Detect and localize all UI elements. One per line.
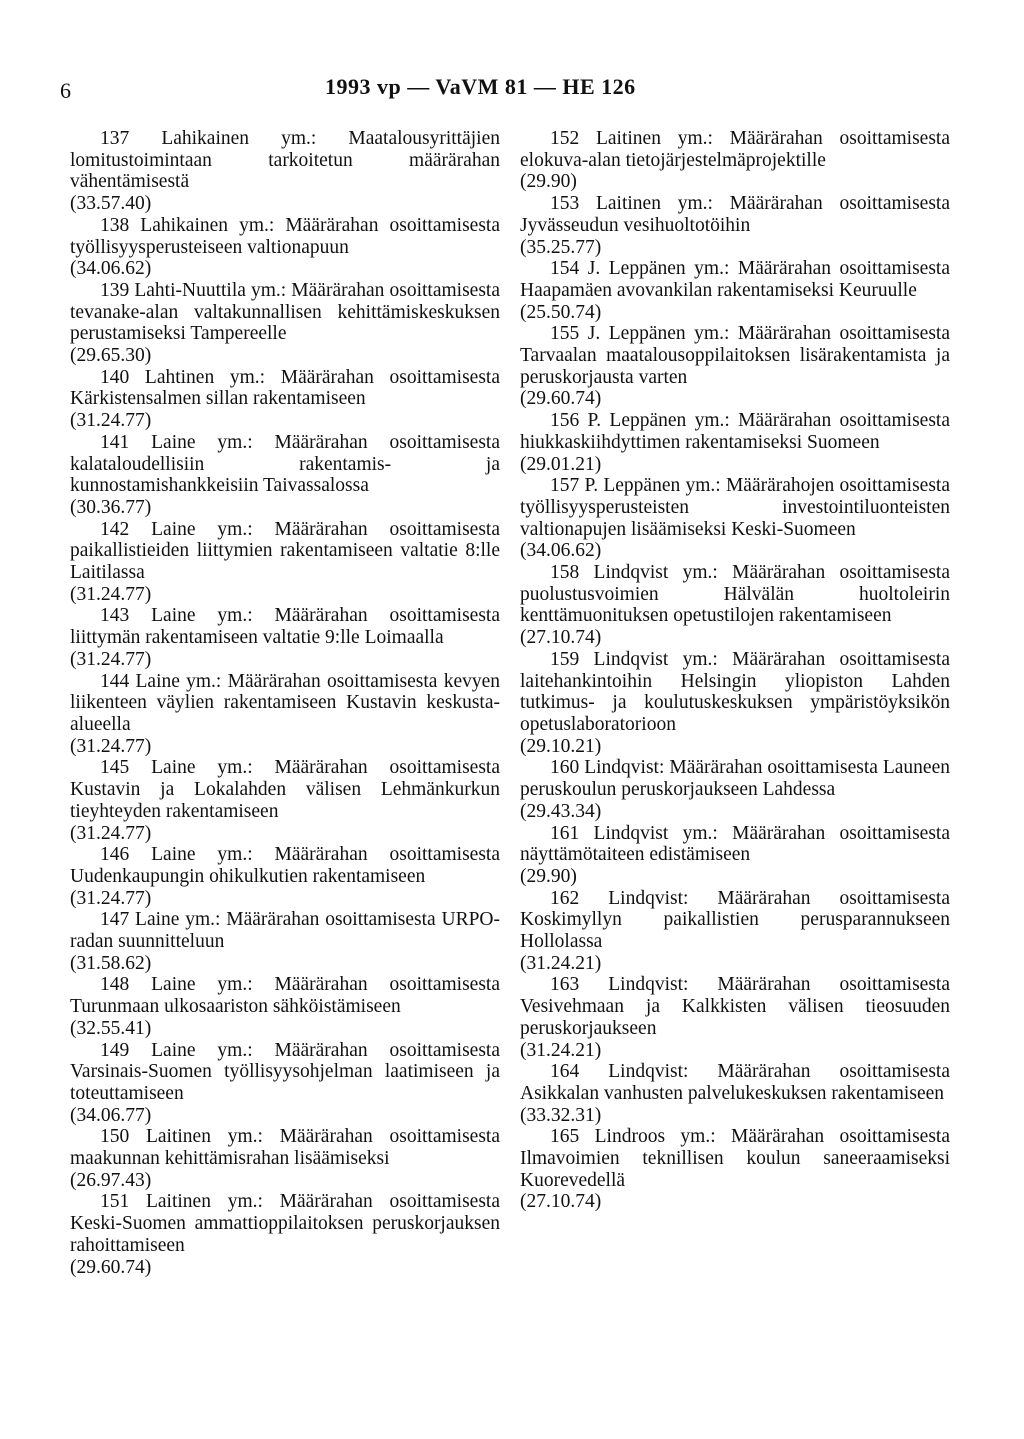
motion-entry <box>520 193 950 258</box>
motion-entry <box>70 1040 500 1127</box>
budget-reference: (29.01.21) <box>520 453 602 475</box>
motion-entry <box>520 888 950 975</box>
left-column <box>70 128 500 1278</box>
motion-text: 141 Laine ym.: Määrärahan osoittamisesta kalataloudellisiin rakentamis- ja kunnostamishankkeisiin Taivassalossa <box>70 431 500 497</box>
motion-text: 149 Laine ym.: Määrärahan osoittamisesta Varsinais-Suomen työllisyysohjelman laatimiseen ja toteuttamiseen <box>70 1039 500 1104</box>
motion-text: 158 Lindqvist ym.: Määrärahan osoittamisesta puolustusvoimien Hälvälän huoltoleirin kenttämuonituksen opetustilojen rakentamiseen <box>520 562 950 627</box>
motion-entry <box>520 1061 950 1126</box>
right-column <box>520 128 950 1213</box>
motion-entry <box>70 757 500 844</box>
motion-text: 152 Laitinen ym.: Määrärahan osoittamisesta elokuva-alan tietojärjestelmäprojektille <box>520 128 950 171</box>
budget-reference: (29.65.30) <box>70 345 152 367</box>
budget-reference: (26.97.43) <box>70 1169 152 1191</box>
budget-reference: (33.57.40) <box>70 193 152 215</box>
motion-entry <box>520 1126 950 1213</box>
budget-reference: (29.43.34) <box>520 800 602 822</box>
budget-reference: (31.24.77) <box>70 583 152 605</box>
motion-text: 143 Laine ym.: Määrärahan osoittamisesta liittymän rakentamiseen valtatie 9:lle Loimaalla <box>70 605 500 649</box>
motion-entry <box>70 1191 500 1278</box>
motion-entry <box>70 280 500 367</box>
page-number: 6 <box>60 78 71 103</box>
budget-reference: (35.25.77) <box>520 236 602 258</box>
budget-reference: (34.06.77) <box>70 1104 152 1126</box>
budget-reference: (31.58.62) <box>70 952 152 974</box>
motion-entry <box>520 410 950 475</box>
motion-text: 160 Lindqvist: Määrärahan osoittamisesta Launeen peruskoulun peruskorjaukseen Lahdessa <box>520 757 950 801</box>
motion-text: 145 Laine ym.: Määrärahan osoittamisesta Kustavin ja Lokalahden välisen Lehmänkurkun tieyhteyden rakentamiseen <box>70 757 500 822</box>
budget-reference: (25.50.74) <box>520 301 602 323</box>
motion-text: 146 Laine ym.: Määrärahan osoittamisesta Uudenkaupungin ohikulkutien rakentamiseen <box>70 844 500 887</box>
budget-reference: (27.10.74) <box>520 627 602 649</box>
motion-text: 162 Lindqvist: Määrärahan osoittamisesta Koskimyllyn paikallistien perusparannukseen Hollolassa <box>520 887 950 953</box>
budget-reference: (29.60.74) <box>70 1256 152 1278</box>
motion-entry <box>70 671 500 758</box>
motion-text: 151 Laitinen ym.: Määrärahan osoittamisesta Keski-Suomen ammattioppilaitoksen peruskorjauksen rahoittamiseen <box>70 1191 500 1256</box>
motion-text: 140 Lahtinen ym.: Määrärahan osoittamisesta Kärkistensalmen sillan rakentamiseen <box>70 366 500 410</box>
motion-entry <box>520 649 950 758</box>
budget-reference: (31.24.77) <box>70 410 152 432</box>
budget-reference: (34.06.62) <box>70 258 152 280</box>
motion-text: 154 J. Leppänen ym.: Määrärahan osoittamisesta Haapamäen avovankilan rakentamiseksi Keuruulle <box>520 258 950 301</box>
motion-entry <box>70 215 500 280</box>
motion-entry <box>70 519 500 606</box>
motion-text: 165 Lindroos ym.: Määrärahan osoittamisesta Ilmavoimien teknillisen koulun saneeraamiseksi Kuorevedellä <box>520 1126 950 1191</box>
motion-entry <box>70 367 500 432</box>
motion-text: 156 P. Leppänen ym.: Määrärahan osoittamisesta hiukkaskiihdyttimen rakentamiseksi Suomeen <box>520 410 950 453</box>
motion-text: 139 Lahti-Nuuttila ym.: Määrärahan osoittamisesta tevanake-alan valtakunnallisen kehittämiskeskuksen perustamiseksi Tampereelle <box>70 279 500 345</box>
motion-entry <box>70 974 500 1039</box>
motion-text: 147 Laine ym.: Määrärahan osoittamisesta URPO-radan suunnitteluun <box>70 909 500 953</box>
motion-entry <box>520 128 950 193</box>
page-header <box>60 72 964 104</box>
budget-reference: (31.24.77) <box>70 735 152 757</box>
motion-text: 150 Laitinen ym.: Määrärahan osoittamisesta maakunnan kehittämisrahan lisäämiseksi <box>70 1126 500 1170</box>
budget-reference: (31.24.77) <box>70 648 152 670</box>
budget-reference: (32.55.41) <box>70 1017 152 1039</box>
motion-text: 153 Laitinen ym.: Määrärahan osoittamisesta Jyvässeudun vesihuoltotöihin <box>520 193 950 236</box>
motion-entry <box>520 258 950 323</box>
budget-reference: (31.24.77) <box>70 887 152 909</box>
motion-entry <box>520 323 950 410</box>
budget-reference: (30.36.77) <box>70 496 152 518</box>
running-head: 1993 vp — VaVM 81 — HE 126 <box>325 74 636 99</box>
motion-entry <box>70 128 500 215</box>
motion-entry <box>520 757 950 822</box>
budget-reference: (29.90) <box>520 865 577 887</box>
motion-text: 159 Lindqvist ym.: Määrärahan osoittamisesta laitehankintoihin Helsingin yliopiston Lahden tutkimus- ja koulutuskeskuksen ympäristöyksikön opetuslaboratorioon <box>520 648 950 735</box>
motion-entry <box>70 909 500 974</box>
budget-reference: (29.10.21) <box>520 735 602 757</box>
motion-text: 155 J. Leppänen ym.: Määrärahan osoittamisesta Tarvaalan maatalousoppilaitoksen lisärakentamista ja peruskorjausta varten <box>520 323 950 388</box>
motion-entry <box>520 974 950 1061</box>
motion-text: 142 Laine ym.: Määrärahan osoittamisesta paikallistieiden liittymien rakentamiseen valtatie 8:lle Laitilassa <box>70 518 500 584</box>
motion-text: 137 Lahikainen ym.: Maatalousyrittäjien lomitustoimintaan tarkoitetun määrärahan vähentämisestä <box>70 128 500 193</box>
motion-text: 164 Lindqvist: Määrärahan osoittamisesta Asikkalan vanhusten palvelukeskuksen rakentamiseen <box>520 1061 950 1104</box>
budget-reference: (29.60.74) <box>520 388 602 410</box>
motion-entry <box>70 1126 500 1191</box>
budget-reference: (31.24.21) <box>520 1039 602 1061</box>
motion-entry <box>70 844 500 909</box>
motion-entry <box>70 432 500 519</box>
motion-entry <box>70 605 500 670</box>
budget-reference: (31.24.21) <box>520 952 602 974</box>
budget-reference: (27.10.74) <box>520 1191 602 1213</box>
budget-reference: (34.06.62) <box>520 540 602 562</box>
motion-entry <box>520 823 950 888</box>
motion-entry <box>520 475 950 562</box>
motion-text: 157 P. Leppänen ym.: Määrärahojen osoittamisesta työllisyysperusteisten investointiluonteisten valtionapujen lisäämiseksi Keski-Suomeen <box>520 475 950 540</box>
budget-reference: (29.90) <box>520 171 577 193</box>
motion-text: 144 Laine ym.: Määrärahan osoittamisesta kevyen liikenteen väylien rakentamiseen Kustavin keskusta-alueella <box>70 670 500 735</box>
motion-entry <box>520 562 950 649</box>
motion-text: 138 Lahikainen ym.: Määrärahan osoittamisesta työllisyysperusteiseen valtionapuun <box>70 214 500 258</box>
motion-text: 148 Laine ym.: Määrärahan osoittamisesta Turunmaan ulkosaariston sähköistämiseen <box>70 974 500 1018</box>
budget-reference: (31.24.77) <box>70 822 152 844</box>
motion-text: 161 Lindqvist ym.: Määrärahan osoittamisesta näyttämötaiteen edistämiseen <box>520 822 950 866</box>
motion-text: 163 Lindqvist: Määrärahan osoittamisesta Vesivehmaan ja Kalkkisten välisen tieosuuden peruskorjaukseen <box>520 974 950 1039</box>
budget-reference: (33.32.31) <box>520 1104 602 1126</box>
